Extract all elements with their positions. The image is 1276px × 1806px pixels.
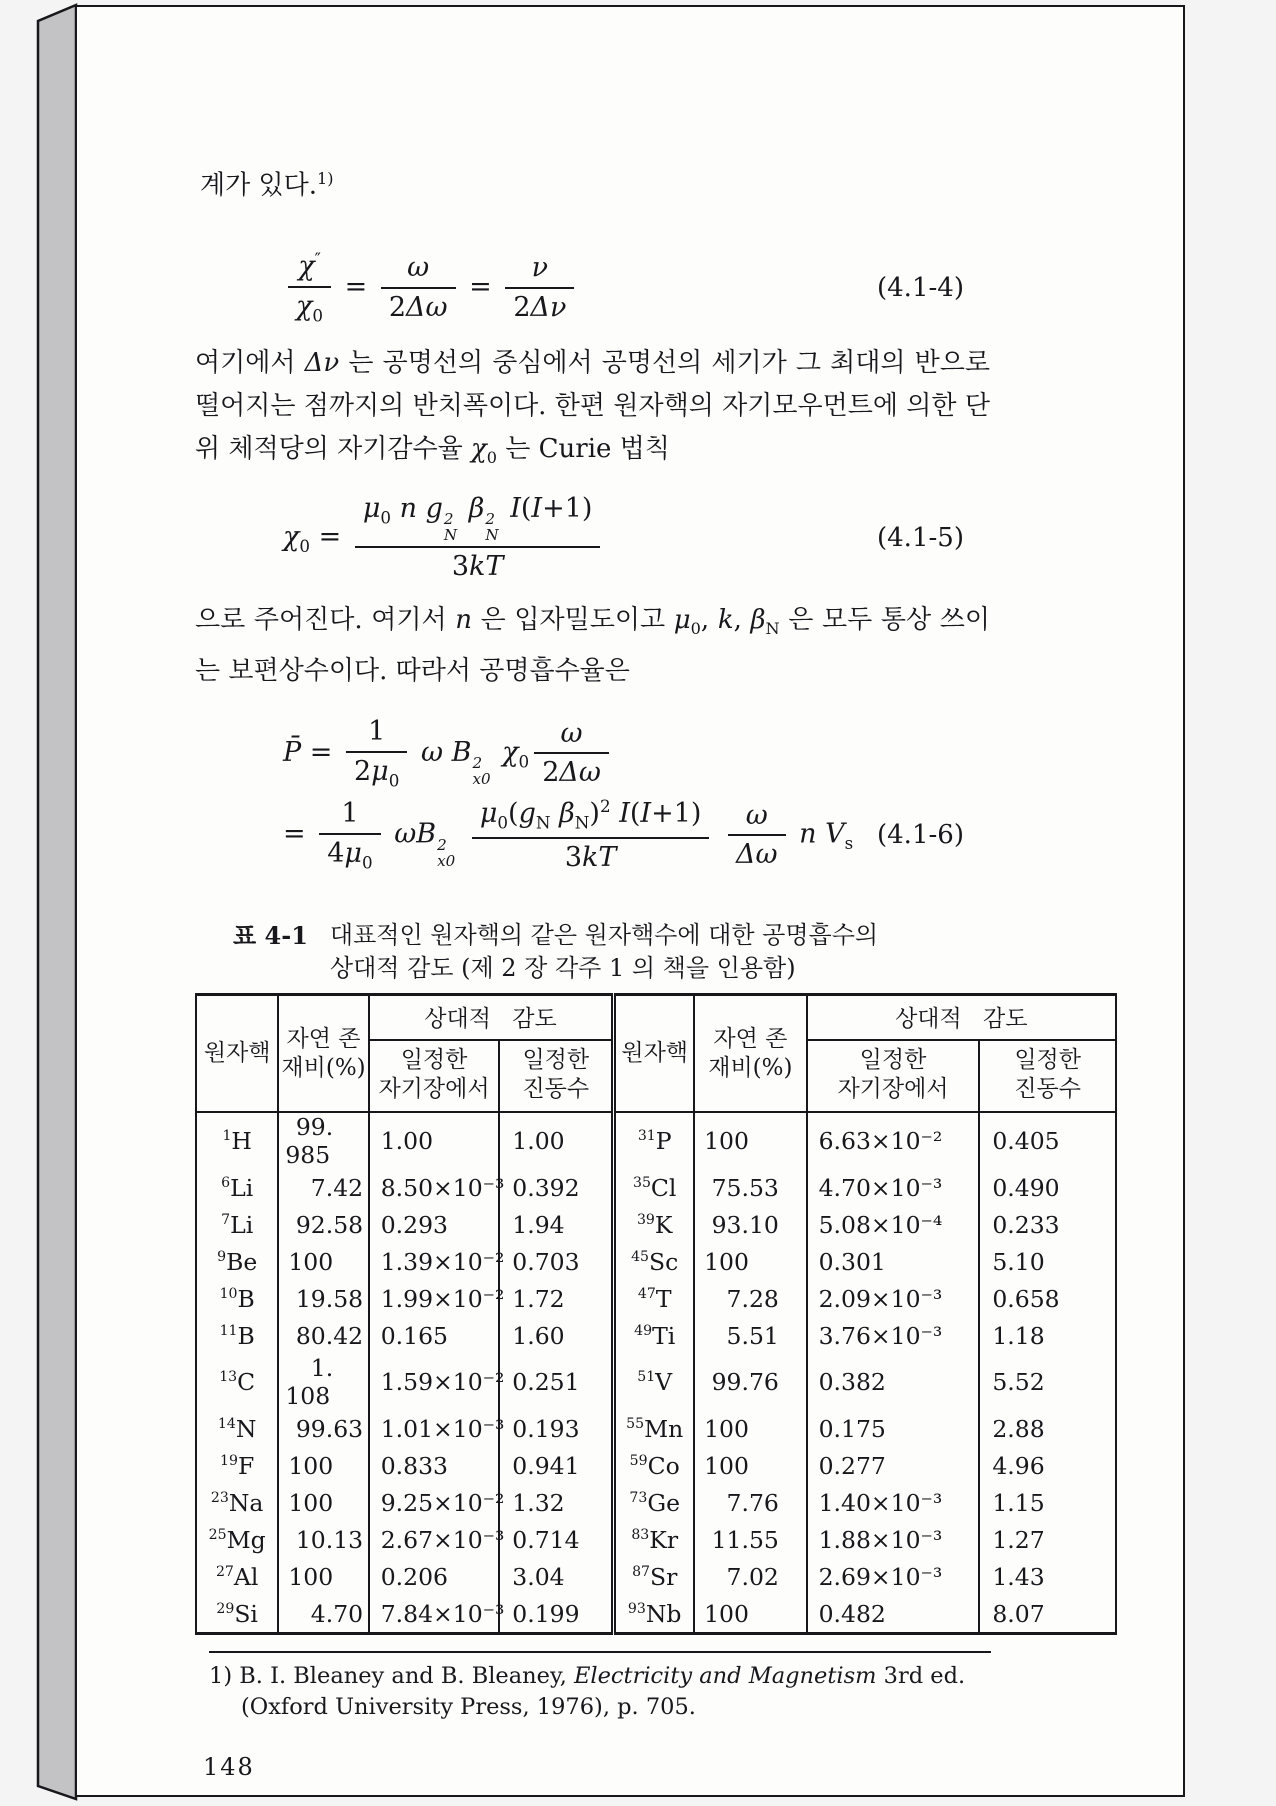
column-header-abundance-line1: 자연 존 (286, 1025, 361, 1052)
column-header-abundance (694, 995, 806, 1113)
sensitivity-field-cell: 6.63×10⁻² (807, 1112, 980, 1169)
equation-body: $\chi_0$ = $\mu_0$ n g 2 N β 2 N I(I+1) 3kT (283, 493, 605, 583)
nuclide-cell: $^7$Li (221, 1210, 254, 1239)
sensitivity-field-cell: 9.25×10⁻² (369, 1484, 500, 1521)
sensitivity-field-cell: 0.165 (369, 1317, 500, 1354)
nuclide-cell: $^{83}$Kr (614, 1521, 694, 1558)
equation-body: P̄ = $\frac{1}{2\mu_0}$ ω B 2 x0 $\chi_0$ $\frac{\omega}{2\Delta\omega}$ (283, 716, 614, 791)
column-header-constant-frequency (979, 1040, 1116, 1112)
sensitivity-frequency-cell: 3.04 (499, 1558, 613, 1595)
sensitivity-frequency-cell: 1.18 (979, 1317, 1116, 1354)
table-row (196, 1206, 1116, 1243)
nuclide-cell: $^{47}$T (614, 1280, 694, 1317)
sensitivity-frequency-cell: 2.88 (979, 1410, 1116, 1447)
book-page (75, 5, 1185, 1797)
abundance-cell: 100 (278, 1558, 368, 1595)
table-row (196, 1317, 1116, 1354)
column-header-constant-field (807, 1040, 980, 1112)
abundance-cell: 92.58 (278, 1206, 368, 1243)
nuclide-cell: $^{19}$F (220, 1451, 255, 1480)
nuclide-cell: $^{87}$Sr (614, 1558, 694, 1595)
table-row (196, 1410, 1116, 1447)
nuclide-cell: $^{13}$C (219, 1368, 256, 1397)
sensitivity-frequency-cell: 0.405 (979, 1112, 1116, 1169)
abundance-cell: 75.53 (694, 1169, 806, 1206)
sensitivity-frequency-cell: 1.15 (979, 1484, 1116, 1521)
table-body (196, 1112, 1116, 1634)
equation-4-1-6-line1 (195, 713, 1113, 793)
abundance-cell: 100 (278, 1484, 368, 1521)
sensitivity-frequency-cell: 5.52 (979, 1354, 1116, 1410)
sensitivity-frequency-cell: 0.658 (979, 1280, 1116, 1317)
table-header-row-1 (196, 995, 1116, 1041)
paragraph-delta-nu: 여기에서 Δν 는 공명선의 중심에서 공명선의 세기가 그 최대의 반으로 떨어지는 점까지의 반치폭이다. 한편 원자핵의 자기모우먼트에 의한 단위 체적당의 자기감수율 $\chi_0$ 는 Curie 법칙 (195, 347, 990, 467)
sensitivity-field-cell: 2.09×10⁻³ (807, 1280, 980, 1317)
abundance-cell: 100 (694, 1447, 806, 1484)
abundance-cell: 99.76 (694, 1354, 806, 1410)
column-header-constant-field-line2: 자기장에서 (378, 1076, 490, 1103)
abundance-cell: 80.42 (278, 1317, 368, 1354)
abundance-cell: 100 (278, 1243, 368, 1280)
abundance-cell: 100 (694, 1112, 806, 1169)
table-row (196, 1354, 1116, 1410)
nuclide-cell: $^{45}$Sc (614, 1243, 694, 1280)
sensitivity-field-cell: 0.833 (369, 1447, 500, 1484)
footnote-block (209, 1651, 1009, 1723)
nuclide-cell: $^{35}$Cl (614, 1169, 694, 1206)
nuclide-cell: $^{23}$Na (210, 1488, 264, 1517)
equation-number: (4.1-4) (877, 272, 964, 303)
abundance-cell: 100 (694, 1410, 806, 1447)
sensitivity-field-cell: 1.59×10⁻² (369, 1354, 500, 1410)
equation-number: (4.1-6) (877, 820, 964, 851)
abundance-cell: 11.55 (694, 1521, 806, 1558)
sensitivity-field-cell: 3.76×10⁻³ (807, 1317, 980, 1354)
table-row (196, 1243, 1116, 1280)
column-header-abundance-line2: 재비(%) (281, 1054, 366, 1081)
table-caption-label: 표 4-1 (233, 921, 308, 951)
table-row (196, 1169, 1116, 1206)
column-header-constant-field-line1: 일정한 (859, 1047, 927, 1074)
nuclide-cell: $^{31}$P (614, 1112, 694, 1169)
abundance-cell: 99.63 (278, 1410, 368, 1447)
abundance-cell: 7.42 (278, 1169, 368, 1206)
table-caption-line2: 상대적 감도 (제 2 장 각주 1 의 책을 인용함) (329, 954, 796, 983)
column-header-nuclide: 원자핵 (203, 1040, 271, 1067)
sensitivity-frequency-cell: 1.00 (499, 1112, 613, 1169)
column-header-constant-frequency-line2: 진동수 (522, 1076, 590, 1103)
sensitivity-field-cell: 8.50×10⁻³ (369, 1169, 500, 1206)
table-caption-text (330, 919, 878, 985)
book-page-edge-shape (38, 5, 76, 1799)
sensitivity-field-cell: 2.69×10⁻³ (807, 1558, 980, 1595)
abundance-cell: 7.76 (694, 1484, 806, 1521)
sensitivity-field-cell: 1.00 (369, 1112, 500, 1169)
column-header-constant-field-line1: 일정한 (400, 1047, 468, 1074)
column-header-constant-frequency-line1: 일정한 (1014, 1047, 1081, 1074)
sensitivity-field-cell: 0.175 (807, 1410, 980, 1447)
abundance-cell: 100 (694, 1243, 806, 1280)
column-header-constant-frequency (499, 1040, 613, 1112)
nuclide-cell: $^{55}$Mn (614, 1410, 694, 1447)
sensitivity-frequency-cell: 1.27 (979, 1521, 1116, 1558)
nuclide-cell: $^{25}$Mg (208, 1525, 266, 1554)
sensitivity-field-cell: 0.206 (369, 1558, 500, 1595)
abundance-cell: 1.108 (278, 1354, 368, 1410)
nuclide-cell: $^{39}$K (614, 1206, 694, 1243)
paragraph-constants: 으로 주어진다. 여기서 n 은 입자밀도이고 $\mu_0$, k, $\beta_N$ 은 모두 통상 쓰이는 보편상수이다. 따라서 공명흡수율은 (195, 605, 991, 687)
column-header-abundance-line1: 자연 존 (713, 1025, 788, 1052)
sensitivity-frequency-cell: 1.72 (499, 1280, 613, 1317)
nuclide-cell: $^9$Be (217, 1247, 258, 1276)
sensitivity-field-cell: 0.301 (807, 1243, 980, 1280)
sensitivity-field-cell: 4.70×10⁻³ (807, 1169, 980, 1206)
table-row (196, 1595, 1116, 1634)
column-header-abundance (278, 995, 368, 1113)
equation-4-1-4 (195, 246, 1113, 330)
table-row (196, 1112, 1116, 1169)
nuclide-cell: $^1$H (196, 1112, 278, 1169)
sensitivity-frequency-cell: 1.32 (499, 1484, 613, 1521)
sensitivity-field-cell: 7.84×10⁻³ (369, 1595, 500, 1634)
nuclide-cell: $^6$Li (221, 1173, 254, 1202)
sensitivity-frequency-cell: 0.703 (499, 1243, 613, 1280)
table-header (196, 995, 1116, 1113)
footnote: 1) B. I. Bleaney and B. Bleaney, Electricity and Magnetism 3rd ed. (Oxford University Press, 1976), p. 705. (209, 1663, 966, 1721)
table-row (196, 1447, 1116, 1484)
column-header-constant-frequency-line2: 진동수 (1014, 1076, 1081, 1103)
equation-4-1-6-line2 (195, 793, 1113, 877)
column-header-abundance-line2: 재비(%) (708, 1054, 793, 1081)
equation-number: (4.1-5) (877, 523, 964, 554)
abundance-cell: 7.28 (694, 1280, 806, 1317)
abundance-cell: 7.02 (694, 1558, 806, 1595)
sensitivity-field-cell: 1.88×10⁻³ (807, 1521, 980, 1558)
abundance-cell: 100 (278, 1447, 368, 1484)
nuclide-cell: $^{51}$V (614, 1354, 694, 1410)
sensitivity-field-cell: 1.40×10⁻³ (807, 1484, 980, 1521)
sensitivity-frequency-cell: 4.96 (979, 1447, 1116, 1484)
sensitivity-field-cell: 1.39×10⁻² (369, 1243, 500, 1280)
abundance-cell: 5.51 (694, 1317, 806, 1354)
sensitivity-frequency-cell: 1.60 (499, 1317, 613, 1354)
abundance-cell: 4.70 (278, 1595, 368, 1634)
intro-text: 계가 있다.$^{1)}$ (200, 169, 334, 201)
table-row (196, 1280, 1116, 1317)
isotope-sensitivity-table (195, 993, 1117, 1635)
column-header-constant-frequency-line1: 일정한 (522, 1047, 590, 1074)
column-header-relative-sensitivity: 상대적 감도 (807, 995, 1116, 1041)
sensitivity-frequency-cell: 0.392 (499, 1169, 613, 1206)
abundance-cell: 93.10 (694, 1206, 806, 1243)
column-header-constant-field (369, 1040, 500, 1112)
sensitivity-field-cell: 1.99×10⁻² (369, 1280, 500, 1317)
nuclide-cell: $^{29}$Si (216, 1599, 258, 1628)
nuclide-cell: $^{14}$N (217, 1414, 257, 1443)
sensitivity-frequency-cell: 8.07 (979, 1595, 1116, 1634)
table-row (196, 1484, 1116, 1521)
column-header-constant-field-line2: 자기장에서 (837, 1076, 949, 1103)
page-number: 148 (203, 1753, 255, 1782)
nuclide-cell: $^{59}$Co (614, 1447, 694, 1484)
sensitivity-field-cell: 5.08×10⁻⁴ (807, 1206, 980, 1243)
table-row (196, 1521, 1116, 1558)
table-row (196, 1558, 1116, 1595)
column-header-relative-sensitivity: 상대적 감도 (369, 995, 614, 1041)
sensitivity-frequency-cell: 0.233 (979, 1206, 1116, 1243)
abundance-cell: 100 (694, 1595, 806, 1634)
nuclide-cell: $^{73}$Ge (614, 1484, 694, 1521)
abundance-cell: 10.13 (278, 1521, 368, 1558)
sensitivity-frequency-cell: 0.251 (499, 1354, 613, 1410)
sensitivity-frequency-cell: 0.490 (979, 1169, 1116, 1206)
nuclide-cell: $^{49}$Ti (614, 1317, 694, 1354)
footnote-divider (209, 1651, 991, 1653)
table-caption (195, 919, 1113, 985)
page-content (77, 7, 1183, 1781)
equation-body: $\frac{\chi''}{\chi_0}$ = $\frac{\omega}{2\Delta\omega}$ = $\frac{\nu}{2\Delta\nu}$ (283, 250, 579, 326)
abundance-cell: 19.58 (278, 1280, 368, 1317)
sensitivity-field-cell: 0.382 (807, 1354, 980, 1410)
sensitivity-frequency-cell: 0.199 (499, 1595, 613, 1634)
nuclide-cell: $^{10}$B (219, 1284, 255, 1313)
sensitivity-frequency-cell: 1.43 (979, 1558, 1116, 1595)
abundance-cell: 99.985 (278, 1112, 368, 1169)
equation-body: = $\frac{1}{4\mu_0}$ ωB 2 x0 $\frac{\mu_0(g_N \beta_N)^2 I(I+1)}{3kT}$ $\frac{\omega}{\Delta\omega}$ n $V_s$ (283, 796, 854, 873)
sensitivity-field-cell: 2.67×10⁻³ (369, 1521, 500, 1558)
nuclide-cell: $^{27}$Al (215, 1562, 259, 1591)
sensitivity-field-cell: 0.277 (807, 1447, 980, 1484)
sensitivity-field-cell: 0.293 (369, 1206, 500, 1243)
sensitivity-frequency-cell: 0.193 (499, 1410, 613, 1447)
nuclide-cell: $^{93}$Nb (614, 1595, 694, 1634)
sensitivity-frequency-cell: 5.10 (979, 1243, 1116, 1280)
sensitivity-frequency-cell: 0.714 (499, 1521, 613, 1558)
nuclide-cell: $^{11}$B (219, 1321, 255, 1350)
sensitivity-frequency-cell: 1.94 (499, 1206, 613, 1243)
sensitivity-frequency-cell: 0.941 (499, 1447, 613, 1484)
table-caption-line1: 대표적인 원자핵의 같은 원자핵수에 대한 공명흡수의 (329, 921, 879, 950)
column-header-nuclide: 원자핵 (614, 995, 694, 1113)
equation-4-1-5 (195, 493, 1113, 583)
sensitivity-field-cell: 1.01×10⁻³ (369, 1410, 500, 1447)
sensitivity-field-cell: 0.482 (807, 1595, 980, 1634)
